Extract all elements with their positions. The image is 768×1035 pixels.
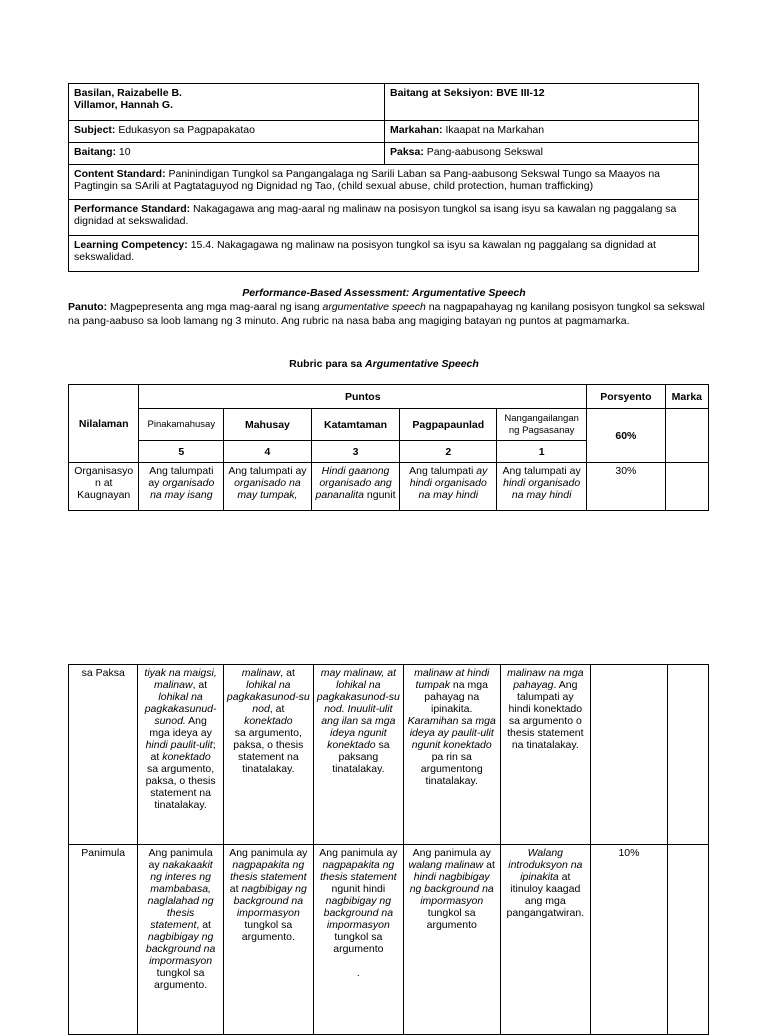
row1-level-2: Ang talumpati ay hindi organisado na may hindi xyxy=(400,463,497,511)
row2-percent: 10% xyxy=(591,845,668,1035)
porsyento-header: Porsyento xyxy=(587,385,666,409)
total-marka xyxy=(665,409,708,463)
learning-competency: Learning Competency: 15.4. Nakagagawa ng malinaw na posisyon tungkol sa isyu sa kawalan ng paggalang sa dignidad at sekswalidad. xyxy=(69,236,699,272)
row1-level-4: Ang talumpati ay organisado na may tumpak, xyxy=(224,463,312,511)
level-1: Nangangailangan ng Pagsasanay xyxy=(497,409,587,441)
baitang-cell: Baitang: 10 xyxy=(69,143,385,165)
row1-level-3: Hindi gaanong organisado ang pananalita ngunit xyxy=(311,463,400,511)
row1-level-1-cont: malinaw na mga pahayag. Ang talumpati ay hindi konektado sa argumento o thesis statement na tinatalakay. xyxy=(500,665,590,845)
level-2: Pagpapaunlad xyxy=(400,409,497,441)
nilalaman-header: Nilalaman xyxy=(69,385,139,463)
row2-level-5: Ang panimula ay nakakaakit ng interes ng mambabasa, naglalahad ng thesis statement, at nagbibigay ng background na impormasyon tungkol sa argumento. xyxy=(138,845,223,1035)
baitang-seksiyon: Baitang at Seksiyon: BVE III-12 xyxy=(385,84,699,121)
level-3: Katamtaman xyxy=(311,409,400,441)
row1-marka-cont xyxy=(667,665,708,845)
row1-level-4-cont: malinaw, at lohikal na pagkakasunod-su nod, at konektado sa argumento, paksa, o thesis statement na tinatalakay. xyxy=(223,665,313,845)
row1-level-1: Ang talumpati ay hindi organisado na may hindi xyxy=(497,463,587,511)
row2-level-4: Ang panimula ay nagpapakita ng thesis statement at nagbibigay ng background na impormasyon tungkol sa argumento. xyxy=(223,845,313,1035)
score-5: 5 xyxy=(139,441,224,463)
row1-level-2-cont: malinaw at hindi tumpak na mga pahayag na ipinakita. Karamihan sa mga ideya ay paulit-ulit ngunit konektado pa rin sa argumentong tinatalakay. xyxy=(403,665,500,845)
subject-cell: Subject: Edukasyon sa Pagpapakatao xyxy=(69,121,385,143)
row1-marka xyxy=(665,463,708,511)
level-4: Mahusay xyxy=(224,409,312,441)
level-5: Pinakamahusay xyxy=(139,409,224,441)
row1-level-3-cont: may malinaw, at lohikal na pagkakasunod-su nod. Inuulit-ulit ang ilan sa mga ideya ngunit konektado sa paksang tinatalakay. xyxy=(313,665,403,845)
score-3: 3 xyxy=(311,441,400,463)
markahan-cell: Markahan: Ikaapat na Markahan xyxy=(385,121,699,143)
assessment-title: Performance-Based Assessment: Argumentative Speech xyxy=(242,287,526,299)
performance-standard: Performance Standard: Nakagagawa ang mag-aaral ng malinaw na posisyon tungkol sa isang isyu sa kawalan ng paggalang sa dignidad at sekswalidad. xyxy=(69,200,699,236)
student-names: Basilan, Raizabelle B. Villamor, Hannah G. xyxy=(69,84,385,121)
total-percent: 60% xyxy=(587,409,666,463)
score-4: 4 xyxy=(224,441,312,463)
row1-percent-cont xyxy=(591,665,668,845)
marka-header: Marka xyxy=(665,385,708,409)
row1-percent: 30% xyxy=(587,463,666,511)
row2-level-2: Ang panimula ay walang malinaw at hindi nagbibigay ng background na impormasyon tungkol sa argumento xyxy=(403,845,500,1035)
row1-level-5-cont: tiyak na maigsi, malinaw, at lohikal na pagkakasunud- sunod. Ang mga ideya ay hindi paulit-ulit; at konektado sa argumento, paksa, o thesis statement na tinatalakay. xyxy=(138,665,223,845)
puntos-header: Puntos xyxy=(139,385,587,409)
row1-label: Organisasyo n at Kaugnayan xyxy=(69,463,139,511)
rubric-title: Rubric para sa Argumentative Speech xyxy=(289,358,479,370)
rubric-table-continued xyxy=(68,664,709,1035)
row2-label: Panimula xyxy=(69,845,138,1035)
content-standard: Content Standard: Paninindigan Tungkol sa Pangangalaga ng Sarili Laban sa Pang-aabusong Sekswal Tungo sa Maayos na Pagtingin sa SArili at Pagtataguyod ng Dignidad ng Tao, (child sexual abuse, child protection, human trafficking) xyxy=(69,165,699,200)
row1-level-5: Ang talumpati ay organisado na may isang xyxy=(139,463,224,511)
rubric-table xyxy=(68,384,709,511)
score-2: 2 xyxy=(400,441,497,463)
paksa-cell: Paksa: Pang-aabusong Sekswal xyxy=(385,143,699,165)
row1-label-cont: sa Paksa xyxy=(69,665,138,845)
instructions: Panuto: Magpepresenta ang mga mag-aaral ng isang argumentative speech na nagpapahayag ng kanilang posisyon tungkol sa sekswal na pang-aabuso sa loob lamang ng 3 minuto. Ang rubric na nasa baba ang magiging batayan ng puntos at pagmamarka. xyxy=(68,301,705,327)
row2-level-3: Ang panimula ay nagpapakita ng thesis statement ngunit hindi nagbibigay ng background na impormasyon tungkol sa argumento . xyxy=(313,845,403,1035)
row2-level-1: Walang introduksyon na ipinakita at itinuloy kaagad ang mga pangangatwiran. xyxy=(500,845,590,1035)
info-table xyxy=(68,83,699,272)
row2-marka xyxy=(667,845,708,1035)
score-1: 1 xyxy=(497,441,587,463)
